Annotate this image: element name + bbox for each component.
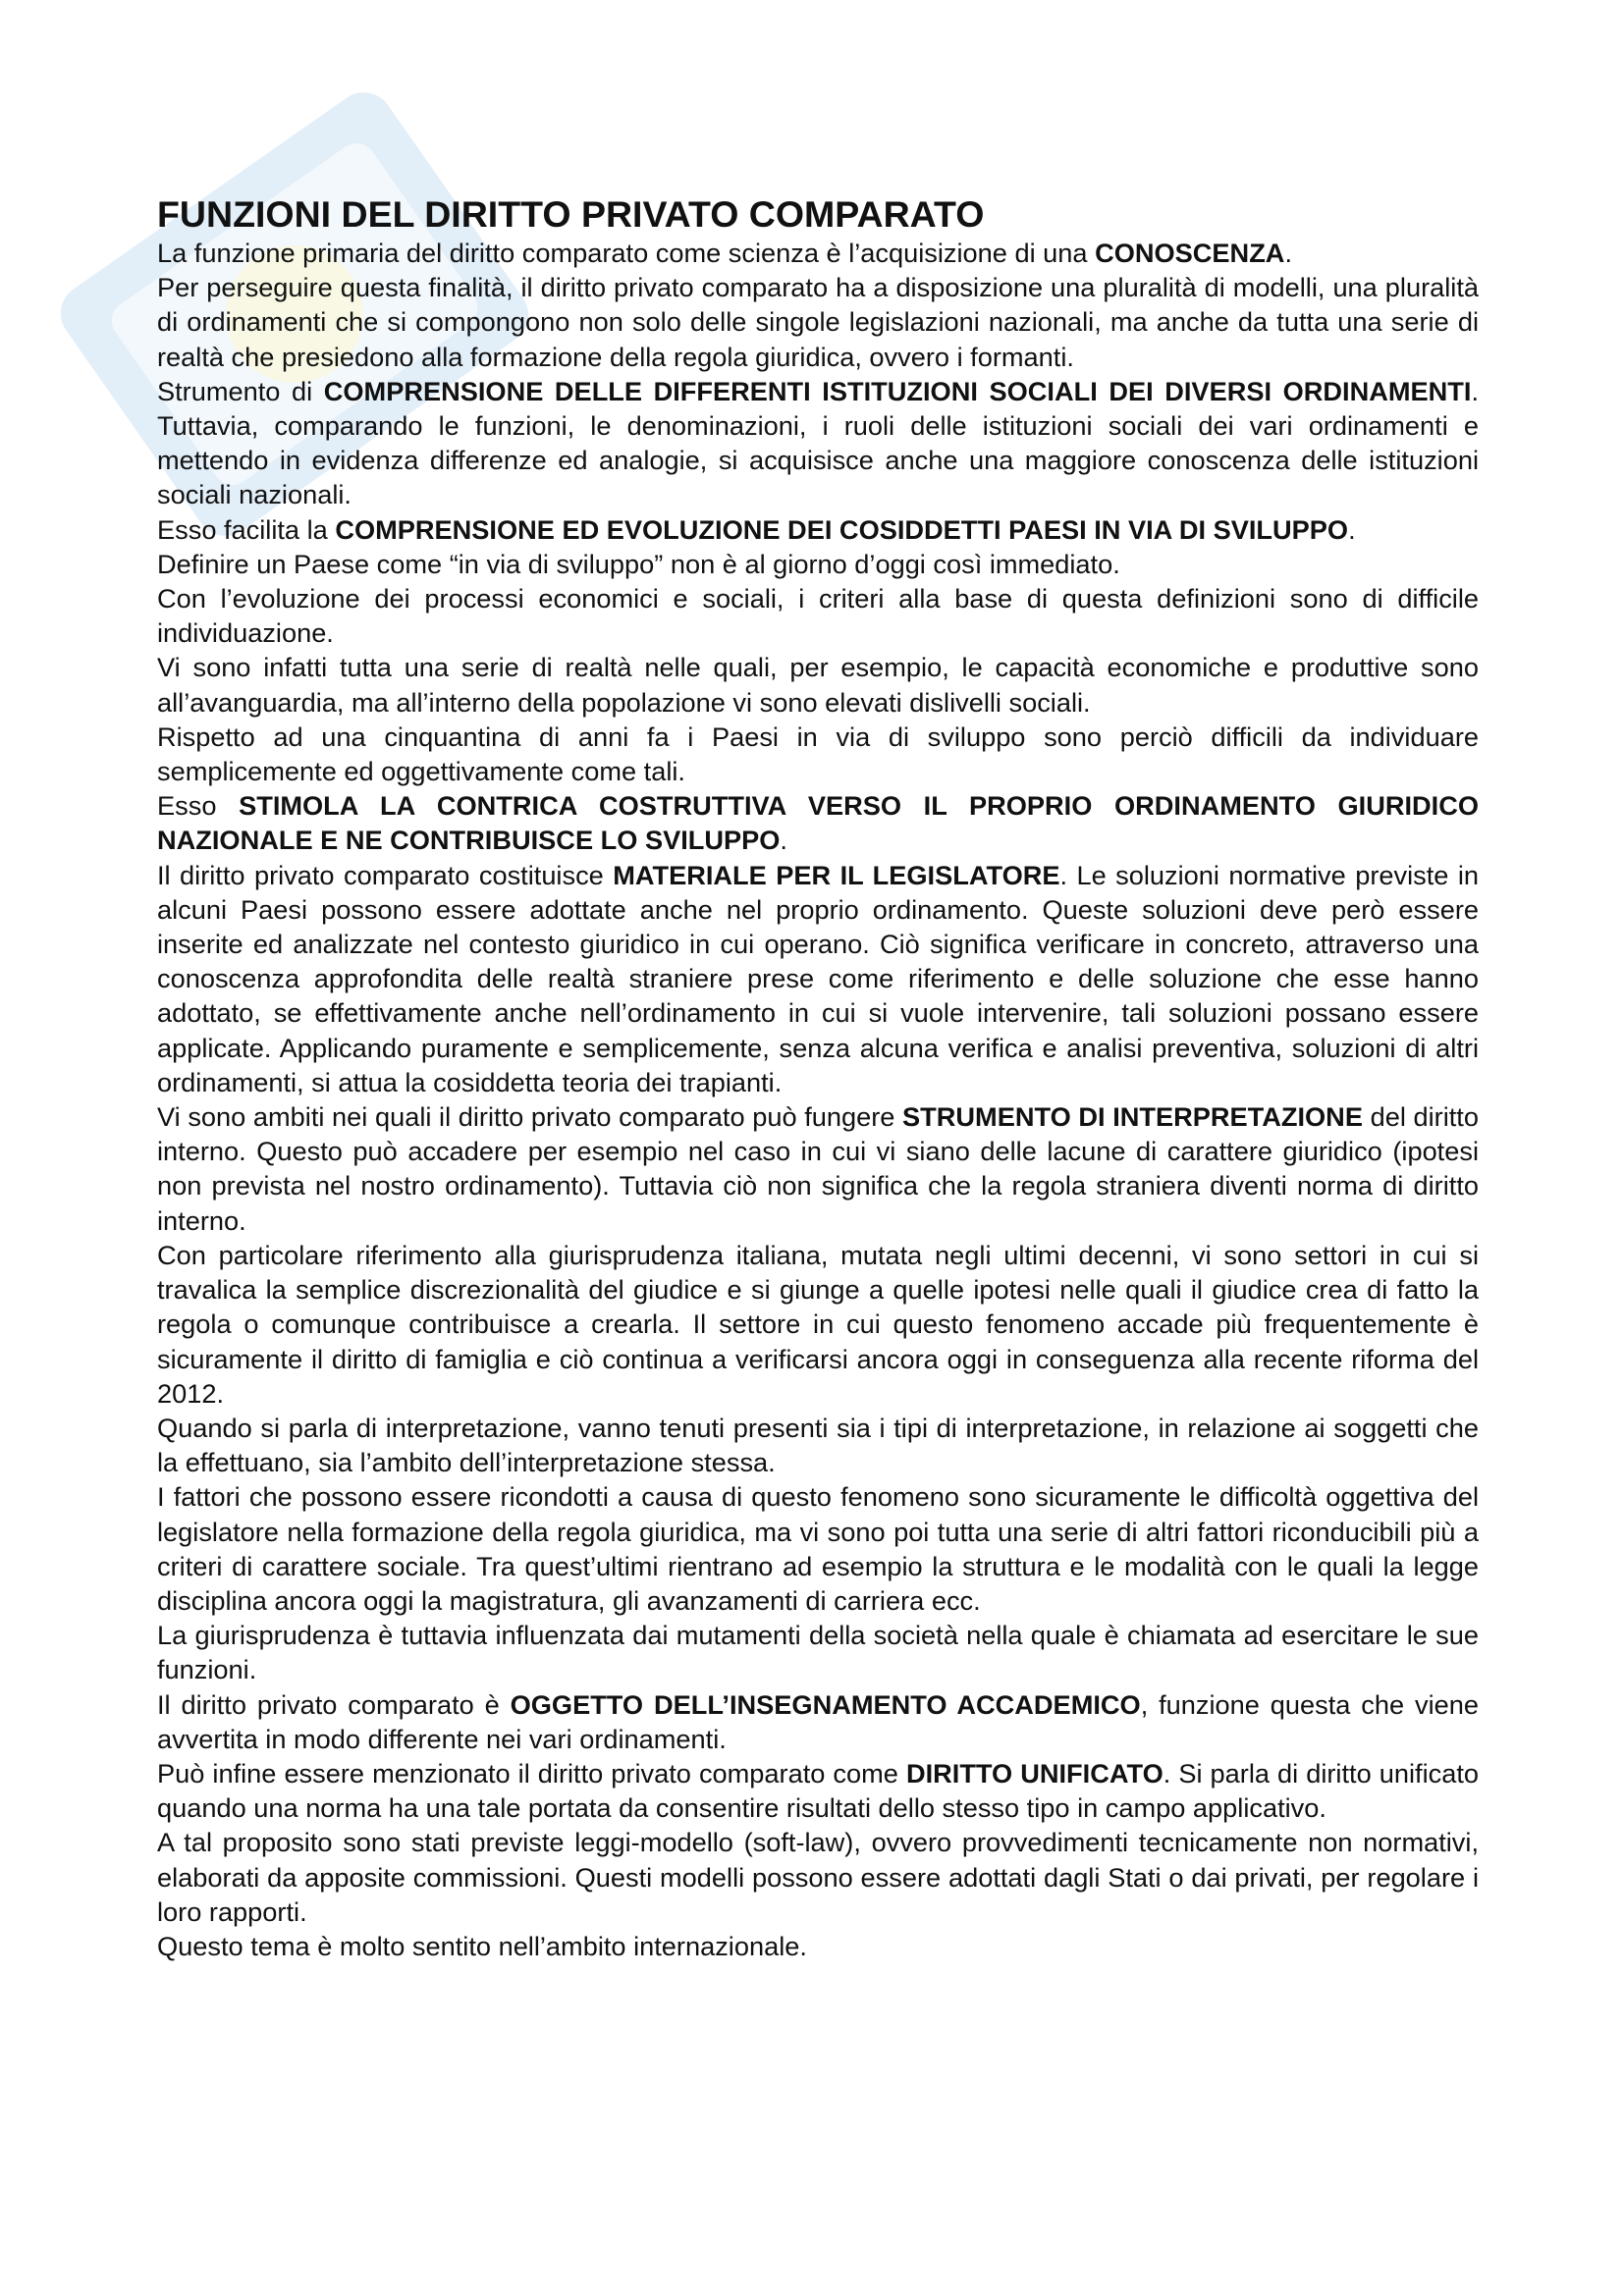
paragraph — [157, 1825, 1479, 1929]
paragraph — [157, 788, 1479, 857]
text-run: . — [780, 825, 787, 856]
paragraph — [157, 512, 1479, 547]
paragraph — [157, 236, 1479, 270]
text-run: Per perseguire questa finalità, il diritto privato comparato ha a disposizione una pluralità di modelli, una pluralità di ordinamenti che si compongono non solo delle singole legislazioni nazionali, ma anche da tutta una serie di realtà che presiedono alla formazione della regola giuridica, ovvero i formanti. — [157, 272, 1479, 372]
text-run: . Le soluzioni normative previste in alcuni Paesi possono essere adottate anche nel proprio ordinamento. Queste soluzioni deve però essere inserite ed analizzate nel contesto giuridico in cui operano. Ciò significa verificare in concreto, attraverso una conoscenza approfondita delle realtà straniere prese come riferimento e delle soluzione che esse hanno adottato, se effettivamente anche nell’ordinamento in cui si vuole intervenire, tali soluzioni possano essere applicate. Applicando puramente e semplicemente, senza alcuna verifica e analisi preventiva, soluzioni di altri ordinamenti, si attua la cosiddetta teoria dei trapianti. — [157, 859, 1479, 1097]
paragraph — [157, 720, 1479, 788]
text-run: Definire un Paese come “in via di sviluppo” non è al giorno d’oggi così immediato. — [157, 548, 1120, 579]
bold-term: STIMOLA LA CONTRICA COSTRUTTIVA VERSO IL PROPRIO ORDINAMENTO GIURIDICO NAZIONALE E NE CONTRIBUISCE LO SVILUPPO — [157, 790, 1480, 856]
text-run: La giurisprudenza è tuttavia influenzata dai mutamenti della società nella quale è chiamata ad esercitare le sue funzioni. — [157, 1620, 1479, 1685]
bold-term: OGGETTO DELL’INSEGNAMENTO ACCADEMICO — [510, 1688, 1141, 1720]
paragraph — [157, 650, 1479, 719]
paragraph — [157, 1756, 1479, 1825]
text-run: Rispetto ad una cinquantina di anni fa i Paesi in via di sviluppo sono perciò difficili da individuare semplicemente ed oggettivamente come tali. — [157, 721, 1479, 787]
text-run: Esso facilita la — [157, 513, 336, 545]
paragraph — [157, 270, 1479, 374]
text-run: Può infine essere menzionato il diritto privato comparato come — [157, 1757, 906, 1789]
text-run: del diritto interno. Questo può accadere per esempio nel caso in cui vi siano delle lacune di carattere giuridico (ipotesi non prevista nel nostro ordinamento). Tuttavia ciò non significa che la regola straniera diventi norma di diritto interno. — [157, 1101, 1479, 1236]
paragraph — [157, 1687, 1479, 1756]
text-run: Con l’evoluzione dei processi economici e sociali, i criteri alla base di questa definizioni sono di difficile individuazione. — [157, 583, 1479, 649]
text-run: Vi sono infatti tutta una serie di realtà nelle quali, per esempio, le capacità economiche e produttive sono all’avanguardia, ma all’interno della popolazione vi sono elevati dislivelli sociali. — [157, 652, 1479, 718]
bold-term: MATERIALE PER IL LEGISLATORE — [613, 859, 1060, 890]
document-body — [157, 236, 1479, 1963]
text-run: Il diritto privato comparato costituisce — [157, 859, 614, 890]
text-run: . — [1284, 238, 1292, 268]
text-run: Questo tema è molto sentito nell’ambito internazionale. — [157, 1930, 807, 1961]
text-run: . — [1348, 513, 1356, 545]
bold-term: CONOSCENZA — [1095, 238, 1285, 268]
text-run: Esso — [157, 790, 240, 822]
text-run: La funzione primaria del diritto comparato come scienza è l’acquisizione di una — [157, 238, 1096, 268]
text-run: Vi sono ambiti nei quali il diritto privato comparato può fungere — [157, 1101, 903, 1133]
paragraph — [157, 1618, 1479, 1686]
paragraph — [157, 1099, 1479, 1238]
text-run: , funzione questa che viene avvertita in modo differente nei vari ordinamenti. — [157, 1688, 1479, 1754]
paragraph — [157, 858, 1479, 1099]
paragraph — [157, 1479, 1479, 1618]
paragraph — [157, 374, 1479, 512]
text-run: . Tuttavia, comparando le funzioni, le denominazioni, i ruoli delle istituzioni sociali dei vari ordinamenti e mettendo in evidenza differenze ed analogie, si acquisisce anche una maggiore conoscenza delle istituzioni sociali nazionali. — [157, 375, 1479, 510]
text-run: I fattori che possono essere ricondotti a causa di questo fenomeno sono sicuramente le difficoltà oggettiva del legislatore nella formazione della regola giuridica, ma vi sono poi tutta una serie di altri fattori riconducibili più a criteri di carattere sociale. Tra quest’ultimi rientrano ad esempio la struttura e le modalità con le quali la legge disciplina ancora oggi la magistratura, gli avanzamenti di carriera ecc. — [157, 1481, 1479, 1616]
paragraph — [157, 1238, 1479, 1411]
document-page — [157, 192, 1479, 1963]
text-run: Strumento di — [157, 375, 324, 406]
bold-term: STRUMENTO DI INTERPRETAZIONE — [902, 1101, 1363, 1133]
text-run: . Si parla di diritto unificato quando una norma ha una tale portata da consentire risultati dello stesso tipo in campo applicativo. — [157, 1757, 1480, 1824]
bold-term: COMPRENSIONE ED EVOLUZIONE DEI COSIDDETTI PAESI IN VIA DI SVILUPPO — [335, 513, 1349, 545]
text-run: Con particolare riferimento alla giurisprudenza italiana, mutata negli ultimi decenni, vi sono settori in cui si travalica la semplice discrezionalità del giudice e si giunge a quelle ipotesi nelle quali il giudice crea di fatto la regola o comunque contribuisce a crearla. Il settore in cui questo fenomeno accade più frequentemente è sicuramente il diritto di famiglia e ciò continua a verificarsi ancora oggi in conseguenza alla recente riforma del 2012. — [157, 1239, 1479, 1409]
bold-term: DIRITTO UNIFICATO — [905, 1757, 1163, 1789]
text-run: Quando si parla di interpretazione, vanno tenuti presenti sia i tipi di interpretazione, in relazione ai soggetti che la effettuano, sia l’ambito dell’interpretazione stessa. — [157, 1412, 1479, 1478]
document-title: FUNZIONI DEL DIRITTO PRIVATO COMPARATO — [157, 193, 985, 235]
paragraph — [157, 547, 1479, 581]
bold-term: COMPRENSIONE DELLE DIFFERENTI ISTITUZIONI SOCIALI DEI DIVERSI ORDINAMENTI — [323, 375, 1472, 406]
text-run: A tal proposito sono stati previste leggi-modello (soft-law), ovvero provvedimenti tecnicamente non normativi, elaborati da apposite commissioni. Questi modelli possono essere adottati dagli Stati o dai privati, per regolare i loro rapporti. — [157, 1827, 1479, 1927]
paragraph — [157, 1411, 1479, 1479]
text-run: Il diritto privato comparato è — [157, 1688, 511, 1720]
paragraph — [157, 581, 1479, 650]
paragraph — [157, 1929, 1479, 1963]
